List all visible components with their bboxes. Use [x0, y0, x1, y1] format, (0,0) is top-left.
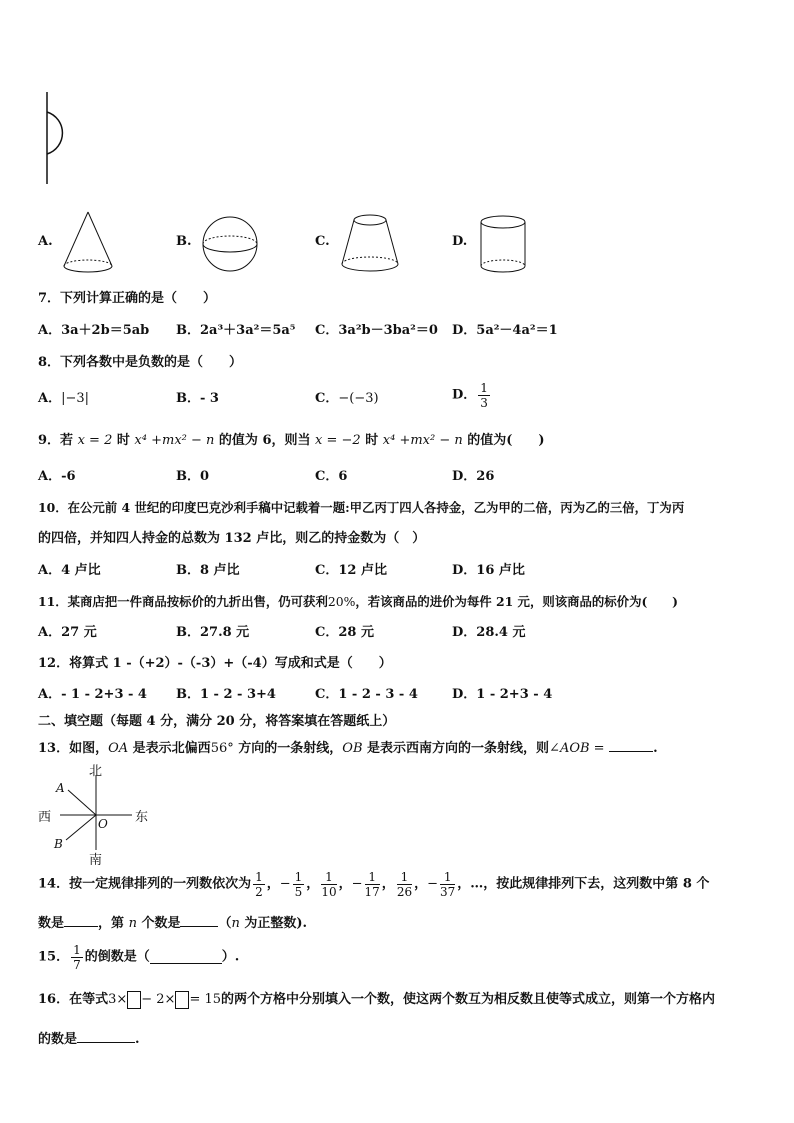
- compass-origin-label: O: [98, 817, 108, 831]
- q6-option-c-letter: C.: [315, 234, 330, 249]
- q10-option-c: C．12 卢比: [315, 563, 387, 578]
- q14-stem-line2: 数是 ，第 n 个数是 （n 为正整数).: [38, 916, 308, 931]
- q7-stem: 7．下列计算正确的是（ ）: [38, 291, 217, 306]
- q11-option-b: B．27.8 元: [176, 625, 250, 640]
- q11-option-a: A．27 元: [38, 625, 97, 640]
- q12-option-b: B．1 - 2 - 3+4: [176, 687, 276, 702]
- compass-point-a-label: A: [56, 781, 65, 795]
- q9-option-b: B．0: [176, 469, 210, 484]
- q12-option-d: D．1 - 2+3 - 4: [452, 687, 553, 702]
- q16-stem-line1: 16．在等式3× − 2× = 15的两个方格中分别填入一个数，使这两个数互为相反数且使等式成立，则第一个方格内: [38, 992, 716, 1007]
- q8-option-a: A．|−3|: [38, 391, 90, 406]
- q9-stem: 9．若 x = 2 时 x⁴ +mx² − n 的值为 6，则当 x = −2 时 x⁴ +mx² − n 的值为( ): [38, 433, 545, 448]
- half-circle-view-figure: [40, 92, 80, 187]
- q14-term-2: $\frac{1}{5}$: [294, 870, 303, 899]
- q8-option-d: D． $\frac{1}{3}$: [452, 381, 488, 410]
- q6-option-d-letter: D.: [452, 234, 468, 249]
- q9-option-d: D．26: [452, 469, 495, 484]
- q12-stem: 12．将算式 1 -（+2）-（-3）+（-4）写成和式是（ ）: [38, 656, 392, 671]
- compass-north-label: 北: [89, 764, 103, 779]
- sphere-icon: [200, 214, 260, 274]
- q10-option-a: A．4 卢比: [38, 563, 101, 578]
- q15-stem: 15． $\frac{1}{7}$ 的倒数是（ ）.: [38, 943, 240, 972]
- compass-east-label: 东: [135, 810, 149, 825]
- q14-stem-line1: 14．按一定规律排列的一列数依次为 $\frac{1}{2}$ ，− $\frac{1}{5}$ ， $\frac{1}{10}$ ，− $\frac{1}{17}$ ， $\frac{1}{26}$ ，− $\frac{1}{37}$ ，…，按此规律排列下去，这列数中第 8 个: [38, 870, 710, 899]
- q9-option-c: C．6: [315, 469, 348, 484]
- frustum-icon: [338, 212, 402, 276]
- q14-term-5: $\frac{1}{26}$: [396, 870, 413, 899]
- q10-option-d: D．16 卢比: [452, 563, 525, 578]
- compass-point-b-label: B: [54, 837, 63, 851]
- q16-answer-box-2: [175, 991, 189, 1009]
- q13-stem: 13．如图，OA 是表示北偏西56° 方向的一条射线，OB 是表示西南方向的一条射线，则∠AOB = .: [38, 741, 658, 756]
- q14-term-6: $\frac{1}{37}$: [440, 870, 456, 899]
- q14-term-1: $\frac{1}{2}$: [255, 870, 263, 899]
- section-2-heading: 二、填空题（每题 4 分，满分 20 分，将答案填在答题纸上）: [38, 714, 396, 729]
- q10-stem-line2: 的四倍，并知四人持金的总数为 132 卢比，则乙的持金数为（ ）: [38, 531, 426, 546]
- q7-option-c: C．3a²b－3ba²＝0: [315, 323, 438, 338]
- compass-south-label: 南: [89, 853, 103, 868]
- cone-icon: [62, 210, 114, 276]
- q10-option-b: B．8 卢比: [176, 563, 240, 578]
- cylinder-icon: [479, 214, 529, 276]
- q12-option-a: A．- 1 - 2+3 - 4: [38, 687, 147, 702]
- q7-option-b: B．2a³＋3a²＝5a⁵: [176, 323, 296, 338]
- q10-stem-line1: 10．在公元前 4 世纪的印度巴克沙利手稿中记载着一题:甲乙丙丁四人各持金，乙为甲的二倍，丙为乙的三倍，丁为丙: [38, 500, 685, 515]
- q8-stem: 8．下列各数中是负数的是（ ）: [38, 355, 243, 370]
- q6-option-b-letter: B.: [176, 234, 192, 249]
- q14-term-3: $\frac{1}{10}$: [321, 870, 337, 899]
- q11-option-c: C．28 元: [315, 625, 374, 640]
- q11-stem: 11．某商店把一件商品按标价的九折出售，仍可获利20%，若该商品的进价为每件 21 元，则该商品的标价为( ): [38, 594, 678, 609]
- q8-option-b: B．- 3: [176, 391, 219, 406]
- compass-west-label: 西: [38, 810, 52, 825]
- q7-option-d: D．5a²－4a²＝1: [452, 323, 558, 338]
- q14-term-4: $\frac{1}{17}$: [364, 870, 380, 899]
- q11-option-d: D．28.4 元: [452, 625, 526, 640]
- q7-option-a: A．3a＋2b＝5ab: [38, 323, 150, 338]
- q8-option-c: C．−(−3): [315, 391, 379, 406]
- q16-answer-box-1: [127, 991, 141, 1009]
- q9-option-a: A．-6: [38, 469, 76, 484]
- q16-stem-line2: 的数是 .: [38, 1032, 140, 1047]
- q6-option-a-letter: A.: [38, 234, 53, 249]
- q12-option-c: C．1 - 2 - 3 - 4: [315, 687, 418, 702]
